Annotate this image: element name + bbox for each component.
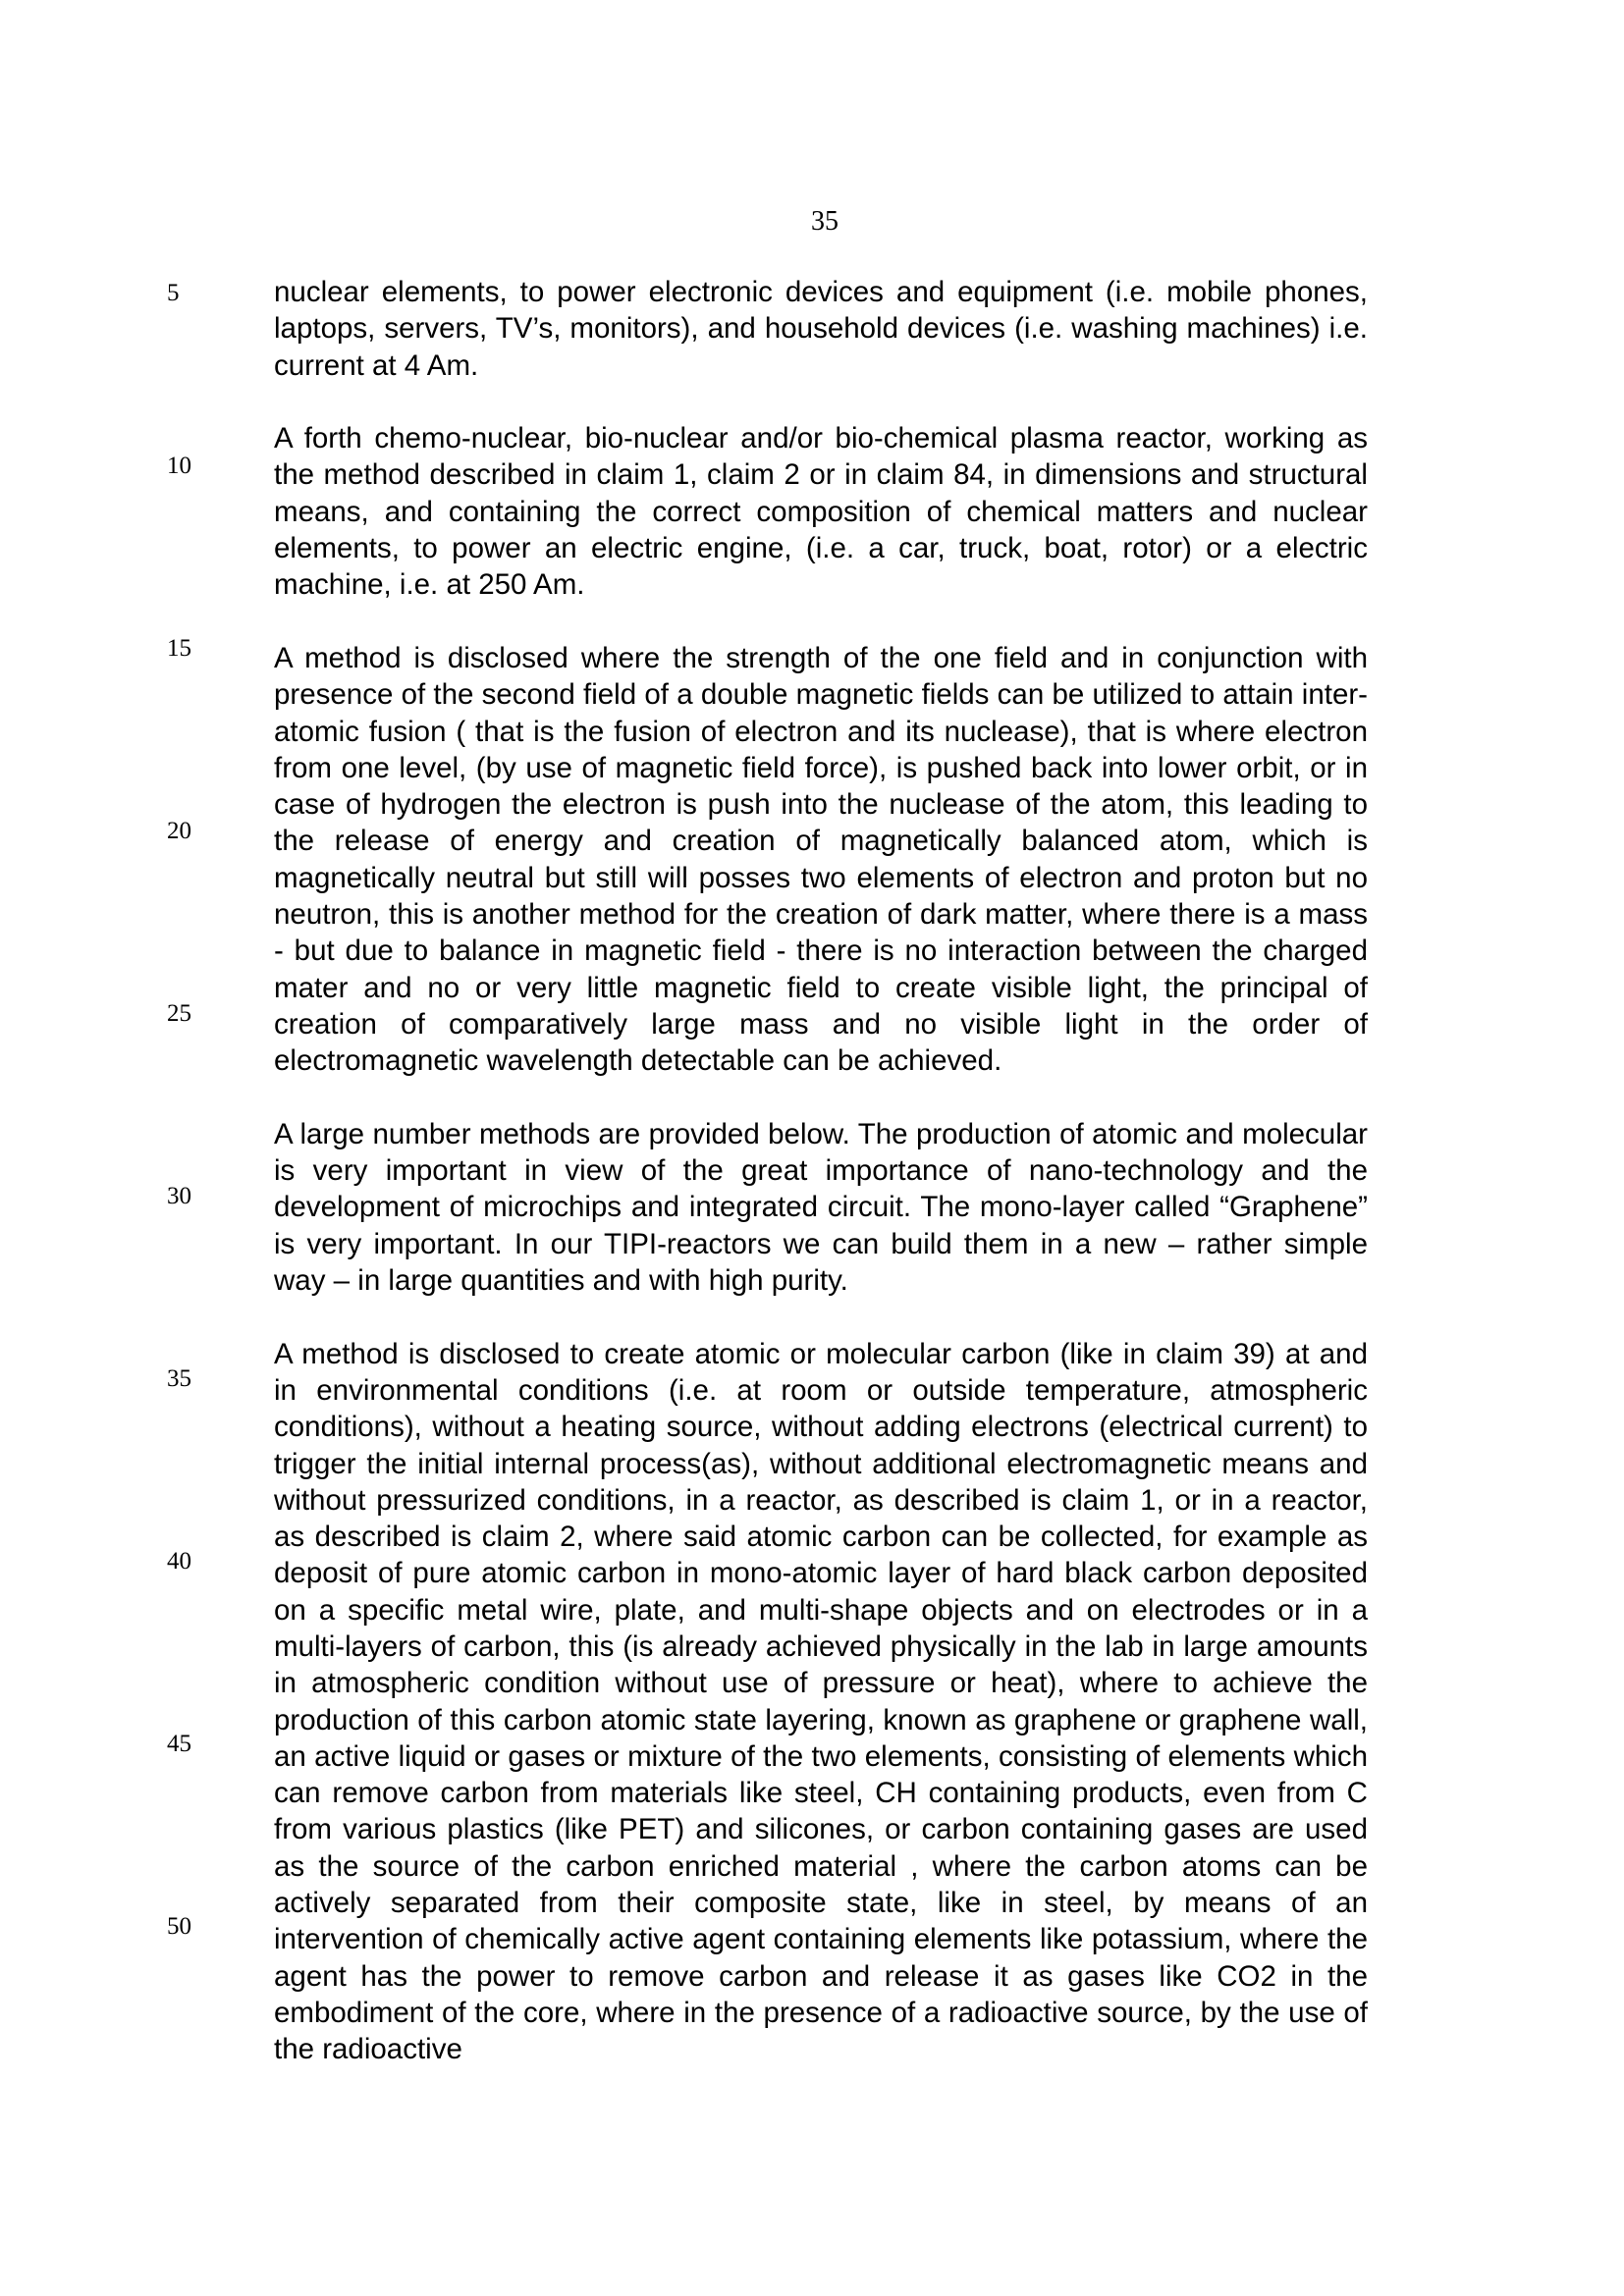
line-number: 50 <box>167 1913 191 1940</box>
paragraph: nuclear elements, to power electronic devices and equipment (i.e. mobile phones, laptops, servers, TV’s, monitors), and household devices (i.e. washing machines) i.e. current at 4 Am. <box>274 276 1368 382</box>
line-number: 10 <box>167 453 191 479</box>
document-body <box>274 274 1368 2105</box>
line-number: 45 <box>167 1731 191 1757</box>
paragraph: A method is disclosed to create atomic or molecular carbon (like in claim 39) at and in environmental conditions (i.e. at room or outside temperature, atmospheric conditions), without a heating source, without adding electrons (electrical current) to trigger the initial internal process(as), without additional electromagnetic means and without pressurized conditions, in a reactor, as described is claim 1, or in a reactor, as described is claim 2, where said atomic carbon can be collected, for example as deposit of pure atomic carbon in mono-atomic layer of hard black carbon deposited on a specific metal wire, plate, and multi-shape objects and on electrodes or in a multi-layers of carbon, this (is already achieved physically in the lab in large amounts in atmospheric condition without use of pressure or heat), where to achieve the production of this carbon atomic state layering, known as graphene or graphene wall, an active liquid or gases or mixture of the two elements, consisting of elements which can remove carbon from materials like steel, CH containing products, even from C from various plastics (like PET) and silicones, or carbon containing gases are used as the source of the carbon enriched material , where the carbon atoms can be actively separated from their composite state, like in steel, by means of an intervention of chemically active agent containing elements like potassium, where the agent has the power to remove carbon and release it as gases like CO2 in the embodiment of the core, where in the presence of a radioactive source, by the use of the radioactive <box>274 1337 1368 2066</box>
line-number: 40 <box>167 1548 191 1575</box>
line-number: 35 <box>167 1365 191 1392</box>
line-number: 15 <box>167 635 191 662</box>
line-number: 5 <box>167 280 180 306</box>
line-number: 25 <box>167 1000 191 1027</box>
page-number: 35 <box>811 206 839 237</box>
paragraph: A method is disclosed where the strength of the one field and in conjunction with presence of the second field of a double magnetic fields can be utilized to attain inter-atomic fusion ( that is the fusion of electron and its nuclease), that is where electron from one level, (by use of magnetic field force), is pushed back into lower orbit, or in case of hydrogen the electron is push into the nuclease of the atom, this leading to the release of energy and creation of magnetically balanced atom, which is magnetically neutral but still will posses two elements of electron and proton but no neutron, this is another method for the creation of dark matter, where there is a mass - but due to balance in magnetic field - there is no interaction between the charged mater and no or very little magnetic field to create visible light, the principal of creation of comparatively large mass and no visible light in the order of electromagnetic wavelength detectable can be achieved. <box>274 641 1368 1078</box>
paragraph: A forth chemo-nuclear, bio-nuclear and/or bio-chemical plasma reactor, working as the method described in claim 1, claim 2 or in claim 84, in dimensions and structural means, and containing the correct composition of chemical matters and nuclear elements, to power an electric engine, (i.e. a car, truck, boat, rotor) or a electric machine, i.e. at 250 Am. <box>274 422 1368 602</box>
line-number: 20 <box>167 818 191 844</box>
paragraph: A large number methods are provided below. The production of atomic and molecular is very important in view of the great importance of nano-technology and the development of microchips and integrated circuit. The mono-layer called “Graphene” is very important. In our TIPI-reactors we can build them in a new – rather simple way – in large quantities and with high purity. <box>274 1117 1368 1298</box>
line-number: 30 <box>167 1183 191 1209</box>
